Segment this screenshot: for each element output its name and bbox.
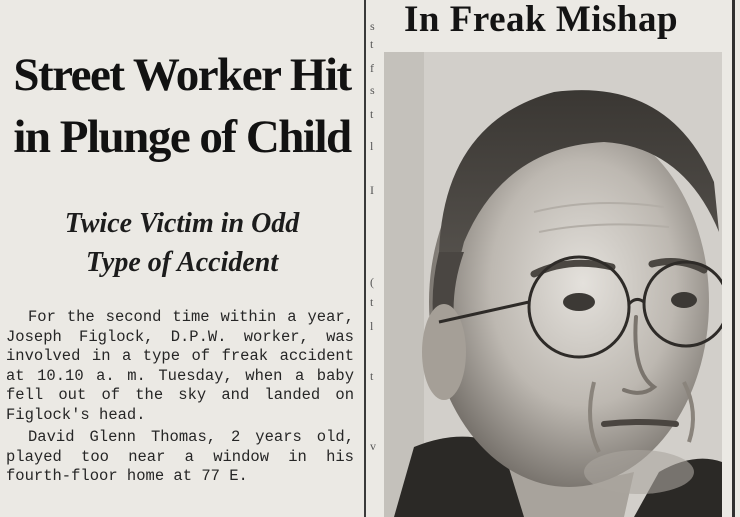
headline-line-2: in Plunge of Child (13, 111, 351, 163)
portrait-illustration (384, 52, 722, 517)
article-column (0, 0, 364, 517)
headline-line-1: Street Worker Hit (13, 49, 351, 101)
article-subhead (0, 204, 364, 282)
margin-fragment: s (370, 19, 375, 33)
article-paragraph-2: David Glenn Thomas, 2 years old, played too near a window in his fourth-floor home at 77 E. (6, 428, 354, 485)
margin-fragment: ( (370, 275, 374, 289)
article-body (6, 308, 354, 487)
article-headline (0, 44, 364, 168)
margin-fragment: I (370, 183, 374, 197)
portrait-photo (384, 52, 722, 517)
photo-column (380, 0, 740, 517)
margin-fragment: f (370, 61, 374, 75)
photo-headline: In Freak Mishap (404, 0, 679, 40)
margin-fragment: l (370, 139, 374, 153)
margin-fragment: s (370, 83, 375, 97)
article-paragraph-1: For the second time within a year, Joseph Figlock, D.P.W. worker, was involved in a type of freak accident at 10.10 a. m. Tuesday, when a baby fell out of the sky and landed on Figlock's head. (6, 308, 354, 424)
margin-fragment: l (370, 319, 374, 333)
margin-fragment: v (370, 439, 376, 453)
margin-fragment: t (370, 107, 374, 121)
subhead-line-1: Twice Victim in Odd (64, 208, 300, 239)
margin-fragment: t (370, 37, 374, 51)
subhead-line-2: Type of Accident (85, 247, 279, 278)
page-edge-rule (732, 0, 735, 517)
margin-fragment: t (370, 295, 374, 309)
adjacent-column-fragment (366, 0, 380, 517)
margin-fragment: t (370, 369, 374, 383)
